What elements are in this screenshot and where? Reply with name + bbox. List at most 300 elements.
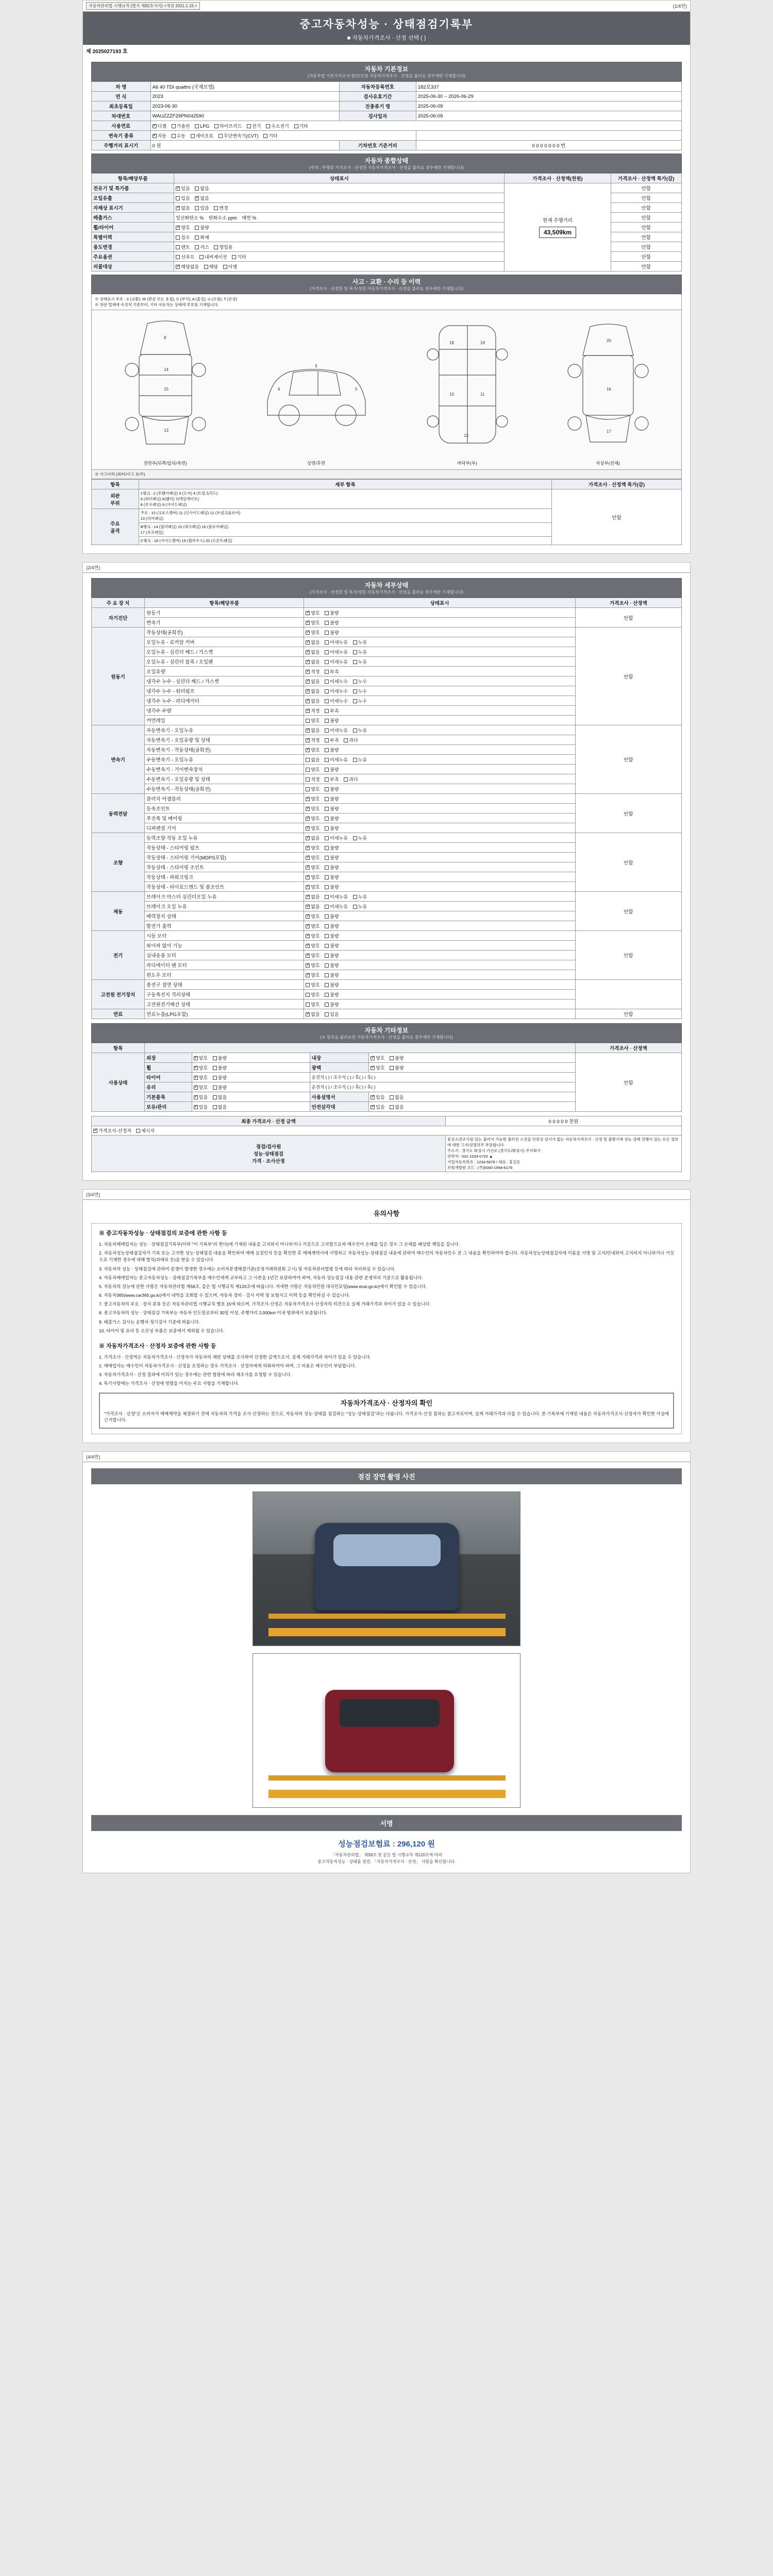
checkbox-icon[interactable] xyxy=(353,650,357,654)
detail-option[interactable]: ✓ 없음 xyxy=(306,893,320,900)
overall-option[interactable]: 기타 xyxy=(232,253,246,260)
other-option[interactable]: ✓ 양호 xyxy=(194,1055,208,1061)
front-view-svg[interactable] xyxy=(116,313,214,457)
checkbox-icon[interactable] xyxy=(325,885,329,889)
detail-item-options[interactable] xyxy=(304,833,576,843)
detail-option[interactable]: 불량 xyxy=(325,766,339,773)
checkbox-icon[interactable] xyxy=(325,709,329,713)
checkbox-icon[interactable] xyxy=(325,1012,329,1016)
checkbox-icon[interactable] xyxy=(306,1012,310,1016)
checkbox-icon[interactable] xyxy=(306,905,310,909)
checkbox-icon[interactable] xyxy=(371,1056,375,1060)
detail-option[interactable]: 있음 xyxy=(325,1011,339,1018)
detail-option[interactable]: 불량 xyxy=(325,805,339,812)
detail-item-options[interactable] xyxy=(304,941,576,951)
detail-option[interactable]: ✓ 없음 xyxy=(306,658,320,665)
checkbox-icon[interactable] xyxy=(194,1086,198,1090)
detail-item-options[interactable] xyxy=(304,814,576,823)
checkbox-icon[interactable] xyxy=(306,699,310,703)
detail-item-options[interactable] xyxy=(304,628,576,637)
checkbox-icon[interactable] xyxy=(306,963,310,968)
detail-option[interactable]: 없음 xyxy=(306,756,320,763)
side-view-svg[interactable] xyxy=(257,313,376,457)
other-option[interactable]: 불량 xyxy=(213,1064,227,1071)
checkbox-icon[interactable] xyxy=(325,768,329,772)
detail-option[interactable]: 누수 xyxy=(353,678,367,685)
overall-option[interactable]: 없음 xyxy=(195,185,209,192)
checkbox-icon[interactable] xyxy=(306,866,310,870)
detail-option[interactable]: 부족 xyxy=(325,707,339,714)
checkbox-icon[interactable] xyxy=(353,895,357,899)
checkbox-icon[interactable] xyxy=(325,983,329,987)
detail-option[interactable]: 미세누수 xyxy=(325,698,348,704)
detail-option[interactable]: ✓ 양호 xyxy=(306,962,320,969)
other-option[interactable]: ✓ 양호 xyxy=(194,1074,208,1081)
overall-option[interactable]: 불량 xyxy=(195,224,209,231)
checkbox-icon[interactable] xyxy=(325,856,329,860)
detail-item-options[interactable] xyxy=(304,716,576,725)
detail-item-options[interactable] xyxy=(304,902,576,911)
overall-option[interactable]: 있음 xyxy=(195,205,209,211)
detail-item-options[interactable] xyxy=(304,657,576,667)
overall-option[interactable]: 내비게이션 xyxy=(199,253,227,260)
detail-option[interactable]: 미세누유 xyxy=(325,658,348,665)
detail-item-options[interactable] xyxy=(304,980,576,990)
detail-item-options[interactable] xyxy=(304,990,576,999)
detail-option[interactable]: ✓ 양호 xyxy=(306,913,320,920)
checkbox-icon[interactable] xyxy=(176,196,180,200)
detail-option[interactable]: 불량 xyxy=(325,844,339,851)
detail-option[interactable]: ✓ 적정 xyxy=(306,737,320,743)
detail-item-options[interactable] xyxy=(304,686,576,696)
detail-item-options[interactable] xyxy=(304,637,576,647)
checkbox-icon[interactable] xyxy=(191,134,195,138)
checkbox-icon[interactable] xyxy=(223,265,227,269)
checkbox-icon[interactable] xyxy=(195,187,199,191)
checkbox-icon[interactable] xyxy=(136,1129,140,1133)
detail-option[interactable]: 누유 xyxy=(353,903,367,910)
checkbox-icon[interactable] xyxy=(390,1056,394,1060)
diagram-front-view[interactable] xyxy=(116,313,214,466)
checkbox-icon[interactable] xyxy=(325,738,329,742)
overall-item-options[interactable] xyxy=(174,193,505,203)
detail-option[interactable]: 미세누유 xyxy=(325,893,348,900)
checkbox-icon[interactable] xyxy=(344,738,348,742)
detail-option[interactable]: 누유 xyxy=(353,649,367,655)
checkbox-icon[interactable] xyxy=(325,817,329,821)
checkbox-icon[interactable] xyxy=(306,728,310,733)
detail-option[interactable]: ✓ 양호 xyxy=(306,864,320,871)
overall-item-options[interactable] xyxy=(174,232,505,242)
detail-option[interactable]: 불량 xyxy=(325,619,339,626)
overall-option[interactable]: 선루프 xyxy=(176,253,194,260)
checkbox-icon[interactable] xyxy=(153,134,157,138)
overall-option[interactable]: 있음 xyxy=(176,195,190,201)
detail-option[interactable]: ✓ 양호 xyxy=(306,805,320,812)
other-option[interactable]: ✓ 있음 xyxy=(371,1104,384,1110)
detail-option[interactable]: ✓ 양호 xyxy=(306,825,320,832)
detail-item-options[interactable] xyxy=(304,774,576,784)
other-option[interactable]: ✓ 있음 xyxy=(371,1094,384,1100)
checkbox-icon[interactable] xyxy=(306,817,310,821)
overall-option[interactable]: 렌트 xyxy=(176,244,190,250)
other-left-options[interactable] xyxy=(192,1073,310,1082)
detail-item-options[interactable] xyxy=(304,999,576,1009)
checkbox-icon[interactable] xyxy=(325,944,329,948)
detail-option[interactable]: ✓ 없음 xyxy=(306,903,320,910)
checkbox-icon[interactable] xyxy=(325,895,329,899)
checkbox-icon[interactable] xyxy=(213,1095,217,1099)
other-option[interactable]: 불량 xyxy=(213,1055,227,1061)
checkbox-icon[interactable] xyxy=(325,954,329,958)
detail-item-options[interactable] xyxy=(304,735,576,745)
checkbox-icon[interactable] xyxy=(325,699,329,703)
checkbox-icon[interactable] xyxy=(194,1076,198,1080)
detail-item-options[interactable] xyxy=(304,823,576,833)
car-diagram[interactable] xyxy=(91,310,682,470)
detail-option[interactable]: 불량 xyxy=(325,747,339,753)
detail-option[interactable]: ✓ 양호 xyxy=(306,923,320,929)
checkbox-icon[interactable] xyxy=(325,993,329,997)
checkbox-icon[interactable] xyxy=(353,680,357,684)
other-option[interactable]: ✓ 양호 xyxy=(371,1064,384,1071)
checkbox-icon[interactable] xyxy=(325,660,329,664)
checkbox-icon[interactable] xyxy=(306,826,310,831)
emission-values[interactable] xyxy=(174,213,505,223)
detail-option[interactable]: 미세누수 xyxy=(325,678,348,685)
checkbox-icon[interactable] xyxy=(306,768,310,772)
fuel-option[interactable]: 전기 xyxy=(247,123,261,129)
detail-item-options[interactable] xyxy=(304,784,576,794)
other-option[interactable]: 불량 xyxy=(213,1074,227,1081)
checkbox-icon[interactable] xyxy=(266,124,270,128)
checkbox-icon[interactable] xyxy=(325,1003,329,1007)
checkbox-icon[interactable] xyxy=(306,846,310,850)
detail-item-options[interactable] xyxy=(304,892,576,902)
checkbox-icon[interactable] xyxy=(194,1105,198,1109)
detail-item-options[interactable] xyxy=(304,804,576,814)
checkbox-icon[interactable] xyxy=(213,1076,217,1080)
checkbox-icon[interactable] xyxy=(306,973,310,977)
detail-option[interactable]: 양호 xyxy=(306,991,320,998)
checkbox-icon[interactable] xyxy=(294,124,298,128)
checkbox-icon[interactable] xyxy=(306,660,310,664)
other-left-options[interactable] xyxy=(192,1102,310,1112)
detail-item-options[interactable] xyxy=(304,882,576,892)
overall-item-options[interactable] xyxy=(174,203,505,213)
checkbox-icon[interactable] xyxy=(353,689,357,693)
detail-option[interactable]: 미세누유 xyxy=(325,649,348,655)
checkbox-icon[interactable] xyxy=(325,836,329,840)
diagram-under-view[interactable] xyxy=(418,313,516,466)
detail-option[interactable]: 양호 xyxy=(306,717,320,724)
checkbox-icon[interactable] xyxy=(306,611,310,615)
checkbox-icon[interactable] xyxy=(325,787,329,791)
checkbox-icon[interactable] xyxy=(306,954,310,958)
checkbox-icon[interactable] xyxy=(306,993,310,997)
detail-option[interactable]: 미세누유 xyxy=(325,903,348,910)
detail-option[interactable]: ✓ 없음 xyxy=(306,1011,320,1018)
detail-option[interactable]: 불량 xyxy=(325,962,339,969)
checkbox-icon[interactable] xyxy=(306,934,310,938)
fuel-options[interactable] xyxy=(150,121,682,131)
detail-option[interactable]: ✓ 양호 xyxy=(306,609,320,616)
detail-option[interactable]: 불량 xyxy=(325,942,339,949)
detail-option[interactable]: ✓ 적정 xyxy=(306,707,320,714)
detail-option[interactable]: 불량 xyxy=(325,864,339,871)
checkbox-icon[interactable] xyxy=(213,1086,217,1090)
checkbox-icon[interactable] xyxy=(325,640,329,645)
detail-option[interactable]: 누유 xyxy=(353,639,367,646)
detail-item-options[interactable] xyxy=(304,618,576,628)
fuel-option[interactable]: 하이브리드 xyxy=(214,123,242,129)
detail-item-options[interactable] xyxy=(304,667,576,676)
checkbox-icon[interactable] xyxy=(213,1105,217,1109)
detail-option[interactable]: 미세누수 xyxy=(325,688,348,694)
total-checker-option[interactable]: 제시자 xyxy=(136,1127,155,1134)
detail-option[interactable]: 불량 xyxy=(325,884,339,890)
checkbox-icon[interactable] xyxy=(194,1066,198,1070)
checkbox-icon[interactable] xyxy=(176,226,180,230)
overall-option[interactable]: 화재 xyxy=(195,234,209,241)
trans-option[interactable]: 무단변속기(CVT) xyxy=(219,132,258,139)
detail-option[interactable]: ✓ 양호 xyxy=(306,854,320,861)
total-digits[interactable]: 0 0 0 0 0 천원 xyxy=(446,1116,682,1126)
other-option[interactable]: ✓ 양호 xyxy=(371,1055,384,1061)
detail-option[interactable]: 과다 xyxy=(344,737,358,743)
detail-option[interactable]: 불량 xyxy=(325,815,339,822)
other-right-options[interactable] xyxy=(369,1102,576,1112)
detail-option[interactable]: 미세누유 xyxy=(325,727,348,734)
detail-option[interactable]: ✓ 없음 xyxy=(306,698,320,704)
other-option[interactable]: ✓ 있음 xyxy=(194,1094,208,1100)
detail-item-options[interactable] xyxy=(304,1009,576,1019)
overall-item-options[interactable] xyxy=(174,252,505,262)
checkbox-icon[interactable] xyxy=(214,124,219,128)
detail-item-options[interactable] xyxy=(304,872,576,882)
checkbox-icon[interactable] xyxy=(325,748,329,752)
detail-option[interactable]: 미세누유 xyxy=(325,835,348,841)
detail-option[interactable]: ✓ 양호 xyxy=(306,952,320,959)
checkbox-icon[interactable] xyxy=(176,187,180,191)
checkbox-icon[interactable] xyxy=(325,777,329,782)
checkbox-icon[interactable] xyxy=(195,124,199,128)
checkbox-icon[interactable] xyxy=(306,748,310,752)
overall-option[interactable]: ✓ 해당없음 xyxy=(176,263,199,270)
checkbox-icon[interactable] xyxy=(306,807,310,811)
checkbox-icon[interactable] xyxy=(390,1105,394,1109)
rear-view-svg[interactable] xyxy=(559,313,657,457)
checkbox-icon[interactable] xyxy=(325,905,329,909)
detail-option[interactable]: 누유 xyxy=(353,727,367,734)
accident-part-list[interactable] xyxy=(139,537,552,545)
checkbox-icon[interactable] xyxy=(172,124,176,128)
other-option[interactable]: 불량 xyxy=(390,1064,404,1071)
checkbox-icon[interactable] xyxy=(390,1066,394,1070)
checkbox-icon[interactable] xyxy=(93,1129,97,1133)
detail-option[interactable]: 양호 xyxy=(306,786,320,792)
other-left-options[interactable] xyxy=(192,1092,310,1102)
checkbox-icon[interactable] xyxy=(172,134,176,138)
detail-option[interactable]: ✓ 양호 xyxy=(306,747,320,753)
overall-option[interactable]: ✓ 양호 xyxy=(176,224,190,231)
other-right-options[interactable] xyxy=(369,1063,576,1073)
detail-option[interactable]: 과다 xyxy=(344,776,358,783)
detail-option[interactable]: 불량 xyxy=(325,981,339,988)
checkbox-icon[interactable] xyxy=(306,885,310,889)
detail-option[interactable]: ✓ 양호 xyxy=(306,942,320,949)
detail-item-options[interactable] xyxy=(304,911,576,921)
detail-item-options[interactable] xyxy=(304,931,576,941)
checkbox-icon[interactable] xyxy=(199,255,204,259)
detail-option[interactable]: ✓ 양호 xyxy=(306,933,320,939)
checkbox-icon[interactable] xyxy=(325,797,329,801)
checkbox-icon[interactable] xyxy=(214,206,218,210)
detail-item-options[interactable] xyxy=(304,706,576,716)
other-left-options[interactable] xyxy=(192,1082,310,1092)
under-view-svg[interactable] xyxy=(418,313,516,457)
checkbox-icon[interactable] xyxy=(325,914,329,919)
accident-part-list[interactable] xyxy=(139,523,552,537)
other-left-options[interactable] xyxy=(192,1063,310,1073)
checkbox-icon[interactable] xyxy=(306,836,310,840)
detail-option[interactable]: 불량 xyxy=(325,913,339,920)
detail-option[interactable]: ✓ 양호 xyxy=(306,795,320,802)
checkbox-icon[interactable] xyxy=(325,728,329,733)
checkbox-icon[interactable] xyxy=(176,255,180,259)
checkbox-icon[interactable] xyxy=(195,206,199,210)
checkbox-icon[interactable] xyxy=(371,1105,375,1109)
detail-item-options[interactable] xyxy=(304,765,576,774)
checkbox-icon[interactable] xyxy=(247,124,251,128)
detail-option[interactable]: ✓ 양호 xyxy=(306,884,320,890)
detail-option[interactable]: 불량 xyxy=(325,786,339,792)
checkbox-icon[interactable] xyxy=(325,846,329,850)
detail-option[interactable]: 불량 xyxy=(325,629,339,636)
detail-option[interactable]: ✓ 양호 xyxy=(306,972,320,978)
detail-item-options[interactable] xyxy=(304,853,576,862)
trans-option[interactable]: ✓ 자동 xyxy=(153,132,166,139)
inspection-photo-front[interactable] xyxy=(253,1492,520,1646)
detail-option[interactable]: 누수 xyxy=(353,698,367,704)
detail-option[interactable]: 불량 xyxy=(325,991,339,998)
checkbox-icon[interactable] xyxy=(306,914,310,919)
detail-option[interactable]: 불량 xyxy=(325,609,339,616)
detail-item-options[interactable] xyxy=(304,862,576,872)
checkbox-icon[interactable] xyxy=(353,728,357,733)
checkbox-icon[interactable] xyxy=(344,777,348,782)
overall-option[interactable]: ✓ 없음 xyxy=(176,205,190,211)
checkbox-icon[interactable] xyxy=(325,934,329,938)
detail-option[interactable]: 양호 xyxy=(306,981,320,988)
overall-item-options[interactable] xyxy=(174,183,505,193)
detail-item-options[interactable] xyxy=(304,696,576,706)
checkbox-icon[interactable] xyxy=(306,631,310,635)
checkbox-icon[interactable] xyxy=(306,738,310,742)
fuel-option[interactable]: 가솔린 xyxy=(172,123,190,129)
detail-option[interactable]: 양호 xyxy=(306,1001,320,1008)
other-option[interactable]: 없음 xyxy=(390,1094,404,1100)
checkbox-icon[interactable] xyxy=(306,1003,310,1007)
checkbox-icon[interactable] xyxy=(219,134,223,138)
checkbox-icon[interactable] xyxy=(325,826,329,831)
checkbox-icon[interactable] xyxy=(153,124,157,128)
detail-item-options[interactable] xyxy=(304,745,576,755)
checkbox-icon[interactable] xyxy=(176,206,180,210)
detail-option[interactable]: 부족 xyxy=(325,668,339,675)
checkbox-icon[interactable] xyxy=(263,134,267,138)
overall-item-options[interactable] xyxy=(174,242,505,252)
detail-option[interactable]: 불량 xyxy=(325,923,339,929)
detail-option[interactable]: 미세누유 xyxy=(325,639,348,646)
detail-option[interactable]: 불량 xyxy=(325,854,339,861)
checkbox-icon[interactable] xyxy=(353,905,357,909)
overall-option[interactable]: 침수 xyxy=(176,234,190,241)
checkbox-icon[interactable] xyxy=(194,1056,198,1060)
checkbox-icon[interactable] xyxy=(306,924,310,928)
checkbox-icon[interactable] xyxy=(306,680,310,684)
checkbox-icon[interactable] xyxy=(353,699,357,703)
checkbox-icon[interactable] xyxy=(195,235,199,240)
detail-item-options[interactable] xyxy=(304,647,576,657)
checkbox-icon[interactable] xyxy=(204,265,208,269)
checkbox-icon[interactable] xyxy=(306,944,310,948)
checkbox-icon[interactable] xyxy=(325,680,329,684)
detail-option[interactable]: 불량 xyxy=(325,795,339,802)
detail-option[interactable]: ✓ 없음 xyxy=(306,678,320,685)
diagram-side-view[interactable] xyxy=(257,313,376,466)
other-option[interactable]: ✓ 양호 xyxy=(194,1084,208,1091)
detail-option[interactable]: ✓ 없음 xyxy=(306,649,320,655)
other-option[interactable]: 불량 xyxy=(213,1084,227,1091)
checkbox-icon[interactable] xyxy=(306,983,310,987)
detail-option[interactable]: 누수 xyxy=(353,688,367,694)
other-option[interactable]: 없음 xyxy=(213,1104,227,1110)
other-option[interactable]: ✓ 양호 xyxy=(194,1064,208,1071)
checkbox-icon[interactable] xyxy=(213,1066,217,1070)
diagram-rear-view[interactable] xyxy=(559,313,657,466)
trans-option[interactable]: 세미오토 xyxy=(191,132,214,139)
checkbox-icon[interactable] xyxy=(390,1095,394,1099)
checkbox-icon[interactable] xyxy=(306,640,310,645)
detail-item-options[interactable] xyxy=(304,755,576,765)
fuel-option[interactable]: ✓ 디젤 xyxy=(153,123,166,129)
detail-option[interactable]: 불량 xyxy=(325,1001,339,1008)
checkbox-icon[interactable] xyxy=(371,1095,375,1099)
trans-option[interactable]: 기타 xyxy=(263,132,277,139)
checkbox-icon[interactable] xyxy=(232,255,236,259)
checkbox-icon[interactable] xyxy=(306,670,310,674)
checkbox-icon[interactable] xyxy=(195,226,199,230)
checkbox-icon[interactable] xyxy=(353,836,357,840)
checkbox-icon[interactable] xyxy=(306,719,310,723)
detail-option[interactable]: 양호 xyxy=(306,766,320,773)
tire-positions[interactable]: 운전석 ( ) / 조수석 ( ) / 후( ) / 후( ) xyxy=(310,1073,575,1082)
checkbox-icon[interactable] xyxy=(176,265,180,269)
overall-option[interactable]: 영업용 xyxy=(214,244,232,250)
checkbox-icon[interactable] xyxy=(214,245,218,249)
checkbox-icon[interactable] xyxy=(306,777,310,782)
overall-item-options[interactable] xyxy=(174,223,505,232)
checkbox-icon[interactable] xyxy=(213,1056,217,1060)
checkbox-icon[interactable] xyxy=(306,650,310,654)
detail-option[interactable]: 불량 xyxy=(325,952,339,959)
checkbox-icon[interactable] xyxy=(325,719,329,723)
checkbox-icon[interactable] xyxy=(353,758,357,762)
detail-option[interactable]: ✓ 양호 xyxy=(306,629,320,636)
glass-positions[interactable]: 운전석 ( ) / 조수석 ( ) / 후( ) / 후( ) xyxy=(310,1082,575,1092)
checkbox-icon[interactable] xyxy=(325,875,329,879)
